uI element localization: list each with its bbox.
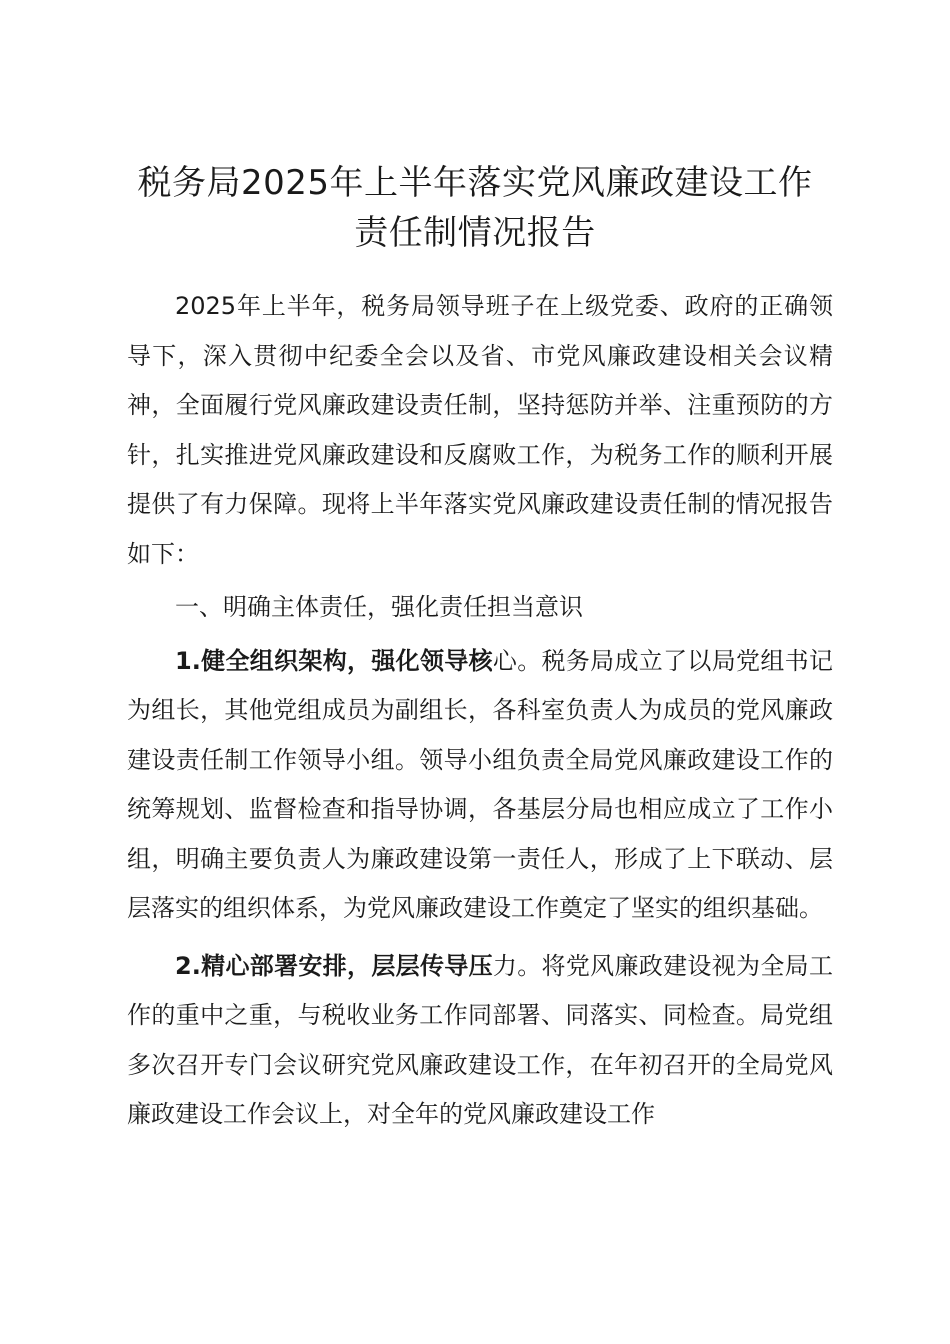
section-heading: 一、明确主体责任，强化责任担当意识 xyxy=(175,593,583,621)
item-1-paragraph xyxy=(127,637,833,934)
title-line-2: 责任制情况报告 xyxy=(354,213,596,253)
item-1-lead: 1.健全组织架构，强化领导核 xyxy=(175,646,493,675)
title-line-1: 税务局2025年上半年落实党风廉政建设工作 xyxy=(137,163,813,203)
document-title xyxy=(100,158,850,258)
item-2-lead: 2.精心部署安排，层层传导压 xyxy=(175,951,493,980)
item-1-text: 心。税务局成立了以局党组书记为组长，其他党组成员为副组长，各科室负责人为成员的党风廉政建设责任制工作领导小组。领导小组负责全局党风廉政建设工作的统筹规划、监督检查和指导协调，各基层分局也相应成立了工作小组，明确主要负责人为廉政建设第一责任人，形成了上下联动、层层落实的组织体系，为党风廉政建设工作奠定了坚实的组织基础。 xyxy=(127,646,833,922)
item-2-text: 力。将党风廉政建设视为全局工作的重中之重，与税收业务工作同部署、同落实、同检查。局党组多次召开专门会议研究党风廉政建设工作，在年初召开的全局党风廉政建设工作会议上，对全年的党风廉政建设工作 xyxy=(127,951,833,1128)
item-2-paragraph xyxy=(127,942,833,1140)
document-body xyxy=(127,282,833,1140)
intro-paragraph: 2025年上半年，税务局领导班子在上级党委、政府的正确领导下，深入贯彻中纪委全会以及省、市党风廉政建设相关会议精神，全面履行党风廉政建设责任制，坚持惩防并举、注重预防的方针，扎实推进党风廉政建设和反腐败工作，为税务工作的顺利开展提供了有力保障。现将上半年落实党风廉政建设责任制的情况报告如下： xyxy=(127,292,833,568)
